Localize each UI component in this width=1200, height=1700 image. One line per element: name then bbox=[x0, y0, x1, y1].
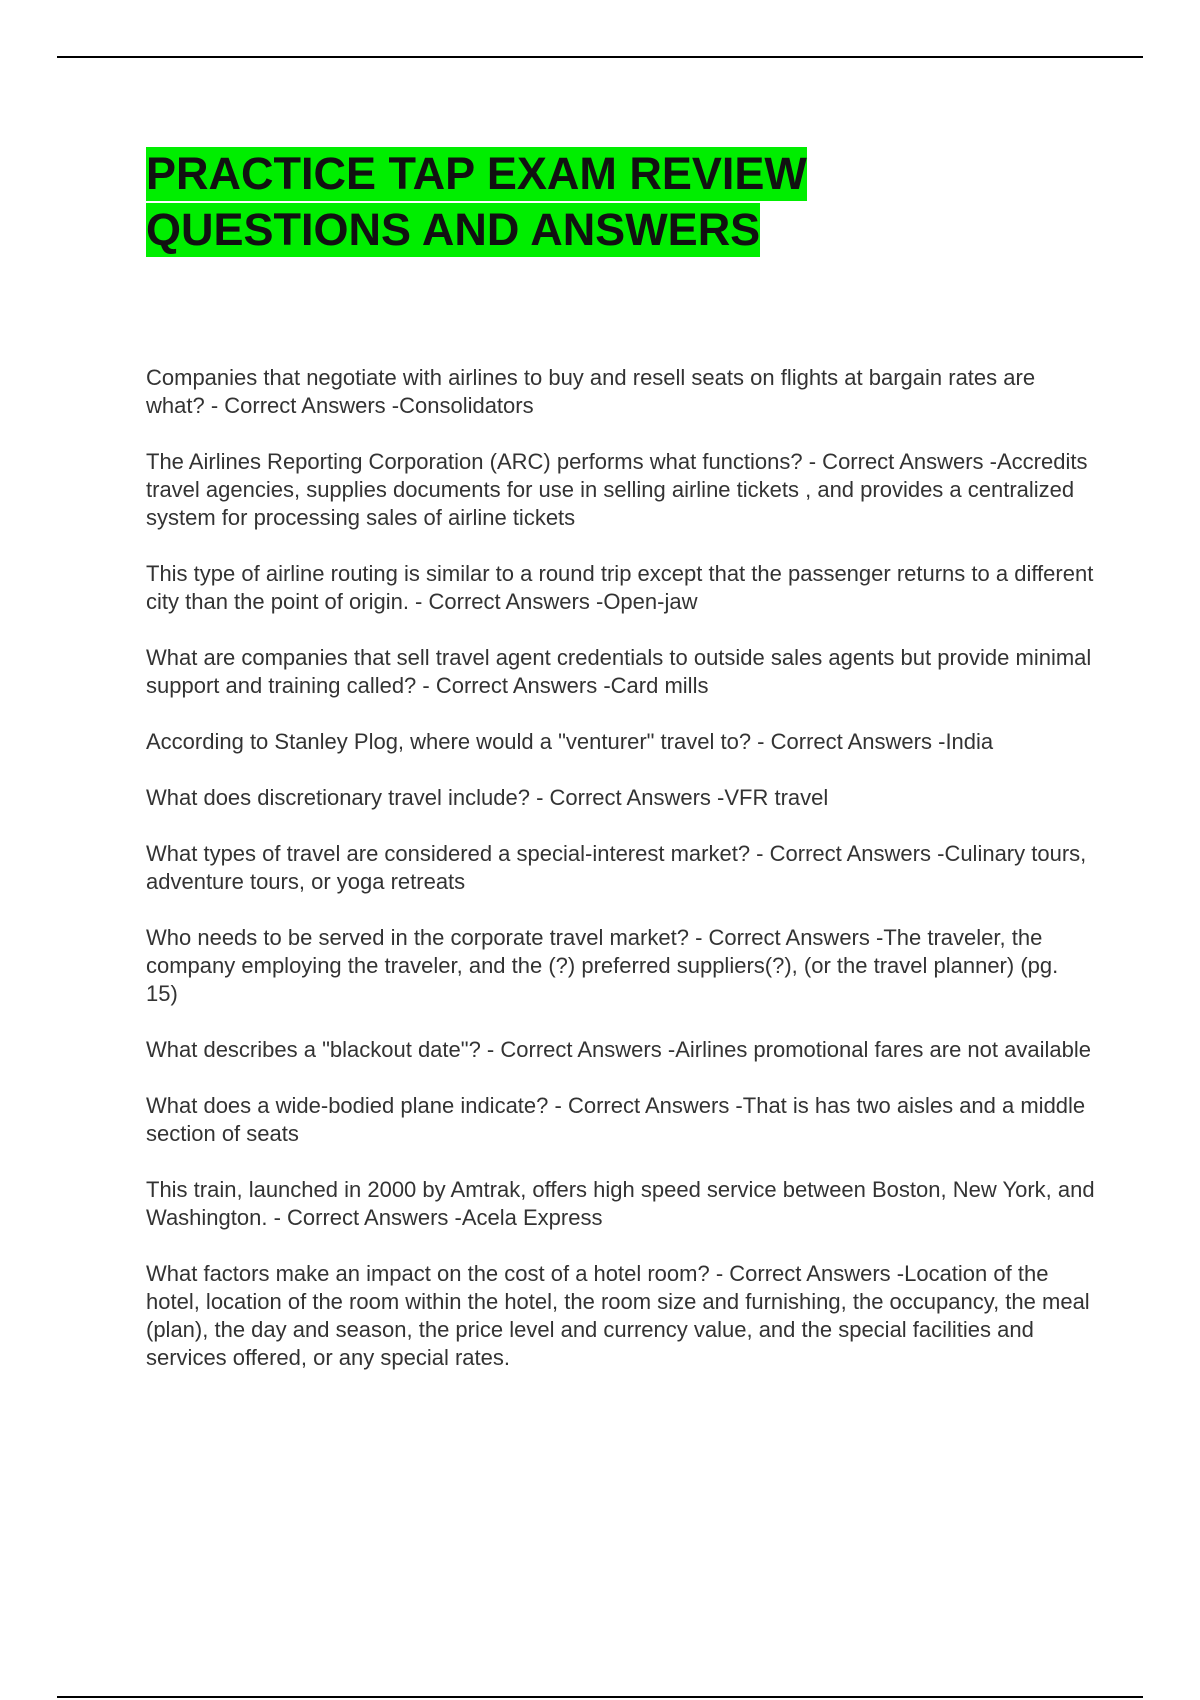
qa-item bbox=[146, 1036, 1096, 1064]
answer-separator: - Correct Answers - bbox=[416, 673, 611, 698]
question-text: The Airlines Reporting Corporation (ARC) performs what functions? bbox=[146, 449, 803, 474]
question-text: This type of airline routing is similar to a round trip except that the passenger returns to a different city than the point of origin. bbox=[146, 561, 1094, 614]
document-body bbox=[146, 146, 1096, 1400]
answer-separator: - Correct Answers - bbox=[709, 1261, 905, 1286]
answer-separator: - Correct Answers - bbox=[267, 1205, 462, 1230]
page-bottom-rule bbox=[57, 1696, 1143, 1698]
answer-text: Acela Express bbox=[461, 1205, 603, 1230]
question-text: What describes a "blackout date"? bbox=[146, 1037, 481, 1062]
qa-list bbox=[146, 364, 1096, 1372]
question-text: According to Stanley Plog, where would a "venturer" travel to? bbox=[146, 729, 752, 754]
title-line-1: PRACTICE TAP EXAM REVIEW bbox=[146, 148, 807, 199]
question-text: Who needs to be served in the corporate travel market? bbox=[146, 925, 689, 950]
answer-text: Open-jaw bbox=[603, 589, 698, 614]
question-text: Companies that negotiate with airlines to buy and resell seats on flights at bargain rates are what? bbox=[146, 365, 1036, 418]
qa-item bbox=[146, 364, 1096, 420]
qa-item bbox=[146, 1092, 1096, 1148]
qa-item bbox=[146, 560, 1096, 616]
qa-item bbox=[146, 924, 1096, 1008]
qa-item bbox=[146, 644, 1096, 700]
question-text: What types of travel are considered a special-interest market? bbox=[146, 841, 751, 866]
answer-text: Consolidators bbox=[399, 393, 534, 418]
answer-text: Culinary tours, adventure tours, or yoga retreats bbox=[146, 841, 1087, 894]
qa-item bbox=[146, 1260, 1096, 1372]
question-text: What are companies that sell travel agent credentials to outside sales agents but provide minimal support and training called? bbox=[146, 645, 1092, 698]
qa-item bbox=[146, 840, 1096, 896]
answer-text: Location of the hotel, location of the room within the hotel, the room size and furnishing, the occupancy, the meal (plan), the day and season, the price level and currency value, and the special facilities and services offered, or any special rates. bbox=[146, 1261, 1090, 1370]
answer-separator: - Correct Answers - bbox=[750, 841, 945, 866]
answer-text: Accredits travel agencies, supplies documents for use in selling airline tickets , and provides a centralized system for processing sales of airline tickets bbox=[146, 449, 1088, 530]
qa-item bbox=[146, 1176, 1096, 1232]
qa-item bbox=[146, 784, 1096, 812]
title-line-2: QUESTIONS AND ANSWERS bbox=[146, 204, 761, 255]
page-top-rule bbox=[57, 56, 1143, 58]
question-text: What factors make an impact on the cost of a hotel room? bbox=[146, 1261, 710, 1286]
question-text: What does discretionary travel include? bbox=[146, 785, 530, 810]
qa-item bbox=[146, 448, 1096, 532]
question-text: What does a wide-bodied plane indicate? bbox=[146, 1093, 549, 1118]
answer-separator: - Correct Answers - bbox=[204, 393, 400, 418]
answer-text: The traveler, the company employing the traveler, and the (?) preferred suppliers(?), (or the travel planner) (pg. 15) bbox=[146, 925, 1059, 1006]
answer-separator: - Correct Answers - bbox=[548, 1093, 743, 1118]
answer-text: Airlines promotional fares are not available bbox=[675, 1037, 1091, 1062]
answer-separator: - Correct Answers - bbox=[529, 785, 725, 810]
answer-separator: - Correct Answers - bbox=[688, 925, 884, 950]
question-text: This train, launched in 2000 by Amtrak, offers high speed service between Boston, New York, and Washington. bbox=[146, 1177, 1095, 1230]
answer-text: Card mills bbox=[610, 673, 709, 698]
answer-separator: - Correct Answers - bbox=[408, 589, 604, 614]
answer-text: VFR travel bbox=[724, 785, 829, 810]
answer-text: That is has two aisles and a middle section of seats bbox=[146, 1093, 1086, 1146]
qa-item bbox=[146, 728, 1096, 756]
document-title bbox=[146, 146, 1096, 258]
answer-separator: - Correct Answers - bbox=[802, 449, 997, 474]
answer-separator: - Correct Answers - bbox=[751, 729, 946, 754]
answer-separator: - Correct Answers - bbox=[480, 1037, 676, 1062]
answer-text: India bbox=[945, 729, 994, 754]
